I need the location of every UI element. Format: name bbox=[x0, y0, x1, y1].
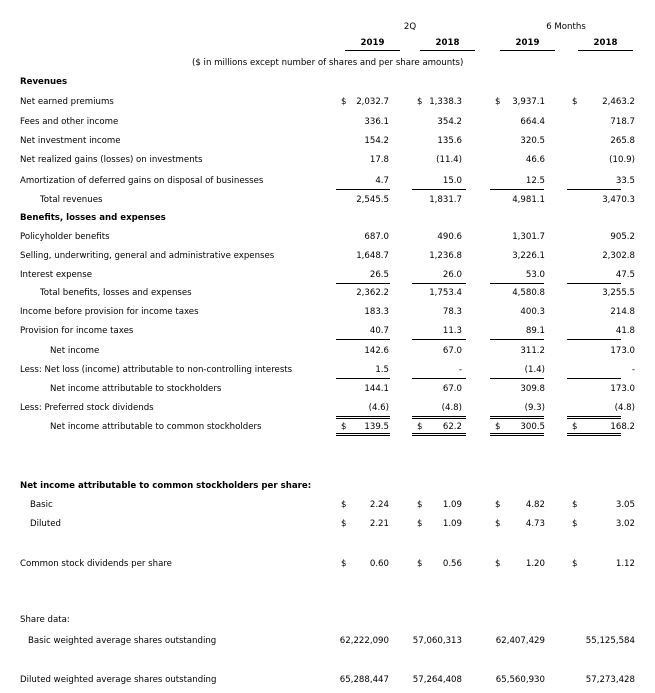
dollar-sign: $ bbox=[495, 519, 501, 529]
value-cell: 0.56 bbox=[442, 559, 462, 569]
value-cell: 1.09 bbox=[442, 500, 462, 510]
row-label: Less: Net loss (income) attributable to non-controlling interests bbox=[20, 365, 293, 375]
value-cell: 183.3 bbox=[364, 307, 389, 317]
rule bbox=[500, 50, 555, 51]
value-cell: 4.73 bbox=[525, 519, 545, 529]
rule bbox=[412, 378, 466, 379]
value-cell: 2.21 bbox=[369, 519, 389, 529]
value-cell: 40.7 bbox=[369, 326, 389, 336]
value-cell: 139.5 bbox=[364, 422, 389, 432]
dollar-sign: $ bbox=[341, 97, 347, 107]
value-cell: 4,981.1 bbox=[512, 195, 545, 205]
dollar-sign: $ bbox=[417, 500, 423, 510]
row-label: Less: Preferred stock dividends bbox=[20, 403, 154, 413]
dollar-sign: $ bbox=[572, 519, 578, 529]
value-cell: 26.5 bbox=[369, 270, 389, 280]
value-cell: 687.0 bbox=[364, 232, 389, 242]
dollar-sign: $ bbox=[417, 422, 423, 432]
period-header-6-months: 6 Months bbox=[546, 22, 586, 32]
dollar-sign: $ bbox=[341, 559, 347, 569]
section-share-data: Share data: bbox=[20, 615, 70, 625]
value-cell: 142.6 bbox=[364, 346, 389, 356]
value-cell: (4.8) bbox=[441, 403, 462, 413]
rule bbox=[345, 50, 400, 51]
dollar-sign: $ bbox=[572, 559, 578, 569]
rule bbox=[490, 339, 544, 340]
rule bbox=[412, 283, 466, 284]
period-header-2q: 2Q bbox=[403, 22, 417, 32]
year-header: 2018 bbox=[593, 38, 618, 48]
value-cell: 15.0 bbox=[442, 176, 462, 186]
value-cell: 718.7 bbox=[610, 117, 635, 127]
value-cell: 168.2 bbox=[610, 422, 635, 432]
double-rule bbox=[336, 418, 390, 436]
value-cell: 300.5 bbox=[520, 422, 545, 432]
value-cell: 400.3 bbox=[520, 307, 545, 317]
value-cell: 17.8 bbox=[369, 155, 389, 165]
value-cell: 664.4 bbox=[520, 117, 545, 127]
rule bbox=[578, 50, 633, 51]
rule bbox=[490, 378, 544, 379]
value-cell: 1,648.7 bbox=[356, 251, 389, 261]
row-label: Total benefits, losses and expenses bbox=[40, 288, 192, 298]
value-cell: 214.8 bbox=[610, 307, 635, 317]
value-cell: 3.02 bbox=[615, 519, 635, 529]
value-cell: 78.3 bbox=[442, 307, 462, 317]
value-cell: 46.6 bbox=[525, 155, 545, 165]
row-label: Interest expense bbox=[20, 270, 93, 280]
value-cell: 67.0 bbox=[442, 346, 462, 356]
dollar-sign: $ bbox=[495, 97, 501, 107]
row-label: Amortization of deferred gains on disposal of businesses bbox=[20, 176, 264, 186]
value-cell: 173.0 bbox=[610, 346, 635, 356]
row-label: Net earned premiums bbox=[20, 97, 114, 107]
row-label: Total revenues bbox=[40, 195, 103, 205]
value-cell: 4.7 bbox=[375, 176, 389, 186]
value-cell: 490.6 bbox=[437, 232, 462, 242]
value-cell: 57,264,408 bbox=[412, 675, 462, 685]
value-cell: 11.3 bbox=[442, 326, 462, 336]
value-cell: 1,831.7 bbox=[429, 195, 462, 205]
dollar-sign: $ bbox=[341, 422, 347, 432]
subtitle: ($ in millions except number of shares and per share amounts) bbox=[192, 58, 464, 68]
dollar-sign: $ bbox=[417, 559, 423, 569]
value-cell: 2,362.2 bbox=[356, 288, 389, 298]
value-cell: 1.09 bbox=[442, 519, 462, 529]
rule bbox=[420, 50, 475, 51]
rule bbox=[336, 339, 390, 340]
row-label: Net investment income bbox=[20, 136, 121, 146]
value-cell: 53.0 bbox=[525, 270, 545, 280]
value-cell: (10.9) bbox=[609, 155, 635, 165]
value-cell: 47.5 bbox=[615, 270, 635, 280]
value-cell: 311.2 bbox=[520, 346, 545, 356]
rule bbox=[567, 283, 621, 284]
value-cell: 2.24 bbox=[369, 500, 389, 510]
row-label: Basic weighted average shares outstanding bbox=[28, 636, 217, 646]
value-cell: 12.5 bbox=[525, 176, 545, 186]
value-cell: 1.5 bbox=[375, 365, 389, 375]
section-benefits: Benefits, losses and expenses bbox=[20, 213, 166, 223]
value-cell: - bbox=[458, 365, 462, 375]
value-cell: (4.8) bbox=[614, 403, 635, 413]
value-cell: 57,060,313 bbox=[412, 636, 462, 646]
rule bbox=[336, 378, 390, 379]
dollar-sign: $ bbox=[572, 422, 578, 432]
value-cell: (9.3) bbox=[524, 403, 545, 413]
year-header: 2019 bbox=[515, 38, 540, 48]
value-cell: 4,580.8 bbox=[512, 288, 545, 298]
row-label: Income before provision for income taxes bbox=[20, 307, 199, 317]
value-cell: 89.1 bbox=[525, 326, 545, 336]
value-cell: 905.2 bbox=[610, 232, 635, 242]
value-cell: 354.2 bbox=[437, 117, 462, 127]
rule bbox=[490, 416, 544, 417]
value-cell: 144.1 bbox=[364, 384, 389, 394]
row-label: Selling, underwriting, general and administrative expenses bbox=[20, 251, 275, 261]
value-cell: 320.5 bbox=[520, 136, 545, 146]
row-label: Net income attributable to stockholders bbox=[50, 384, 222, 394]
rule bbox=[567, 378, 621, 379]
rule bbox=[336, 416, 390, 417]
value-cell: 1,236.8 bbox=[429, 251, 462, 261]
value-cell: 2,302.8 bbox=[602, 251, 635, 261]
value-cell: 3,226.1 bbox=[512, 251, 545, 261]
value-cell: - bbox=[631, 365, 635, 375]
value-cell: 65,288,447 bbox=[339, 675, 389, 685]
value-cell: 2,545.5 bbox=[356, 195, 389, 205]
value-cell: 57,273,428 bbox=[585, 675, 635, 685]
rule bbox=[567, 339, 621, 340]
rule bbox=[567, 416, 621, 417]
row-label: Common stock dividends per share bbox=[20, 559, 172, 569]
year-header: 2019 bbox=[360, 38, 385, 48]
rule bbox=[412, 189, 466, 190]
dollar-sign: $ bbox=[417, 97, 423, 107]
value-cell: 3,255.5 bbox=[602, 288, 635, 298]
rule bbox=[490, 283, 544, 284]
value-cell: 1.20 bbox=[525, 559, 545, 569]
value-cell: 2,463.2 bbox=[602, 97, 635, 107]
value-cell: 154.2 bbox=[364, 136, 389, 146]
value-cell: (4.6) bbox=[368, 403, 389, 413]
rule bbox=[336, 283, 390, 284]
row-label: Policyholder benefits bbox=[20, 232, 110, 242]
value-cell: 1,753.4 bbox=[429, 288, 462, 298]
section-per-share: Net income attributable to common stockholders per share: bbox=[20, 481, 312, 491]
dollar-sign: $ bbox=[495, 500, 501, 510]
value-cell: 55,125,584 bbox=[585, 636, 635, 646]
value-cell: 3.05 bbox=[615, 500, 635, 510]
dollar-sign: $ bbox=[572, 500, 578, 510]
value-cell: 265.8 bbox=[610, 136, 635, 146]
value-cell: 2,032.7 bbox=[356, 97, 389, 107]
dollar-sign: $ bbox=[572, 97, 578, 107]
dollar-sign: $ bbox=[341, 519, 347, 529]
value-cell: 62,222,090 bbox=[339, 636, 389, 646]
rule bbox=[412, 339, 466, 340]
value-cell: 1,338.3 bbox=[429, 97, 462, 107]
row-label: Net income bbox=[50, 346, 100, 356]
double-rule bbox=[490, 418, 544, 436]
value-cell: 3,470.3 bbox=[602, 195, 635, 205]
value-cell: 0.60 bbox=[369, 559, 389, 569]
year-header: 2018 bbox=[435, 38, 460, 48]
value-cell: (11.4) bbox=[436, 155, 462, 165]
rule bbox=[567, 189, 621, 190]
row-label: Net income attributable to common stockholders bbox=[50, 422, 262, 432]
value-cell: 4.82 bbox=[525, 500, 545, 510]
row-label: Fees and other income bbox=[20, 117, 119, 127]
value-cell: 309.8 bbox=[520, 384, 545, 394]
section-revenues: Revenues bbox=[20, 77, 68, 87]
value-cell: 26.0 bbox=[442, 270, 462, 280]
value-cell: 41.8 bbox=[615, 326, 635, 336]
value-cell: 173.0 bbox=[610, 384, 635, 394]
double-rule bbox=[412, 418, 466, 436]
value-cell: 1,301.7 bbox=[512, 232, 545, 242]
value-cell: (1.4) bbox=[524, 365, 545, 375]
value-cell: 135.6 bbox=[437, 136, 462, 146]
double-rule bbox=[567, 418, 621, 436]
value-cell: 62,407,429 bbox=[495, 636, 545, 646]
value-cell: 65,560,930 bbox=[495, 675, 545, 685]
row-label: Net realized gains (losses) on investments bbox=[20, 155, 203, 165]
dollar-sign: $ bbox=[495, 422, 501, 432]
rule bbox=[490, 189, 544, 190]
dollar-sign: $ bbox=[417, 519, 423, 529]
rule bbox=[412, 416, 466, 417]
row-label: Basic bbox=[30, 500, 53, 510]
dollar-sign: $ bbox=[495, 559, 501, 569]
row-label: Diluted weighted average shares outstanding bbox=[20, 675, 217, 685]
value-cell: 62.2 bbox=[442, 422, 462, 432]
value-cell: 33.5 bbox=[615, 176, 635, 186]
value-cell: 3,937.1 bbox=[512, 97, 545, 107]
rule bbox=[336, 189, 390, 190]
row-label: Provision for income taxes bbox=[20, 326, 134, 336]
row-label: Diluted bbox=[30, 519, 61, 529]
dollar-sign: $ bbox=[341, 500, 347, 510]
value-cell: 67.0 bbox=[442, 384, 462, 394]
value-cell: 1.12 bbox=[615, 559, 635, 569]
value-cell: 336.1 bbox=[364, 117, 389, 127]
